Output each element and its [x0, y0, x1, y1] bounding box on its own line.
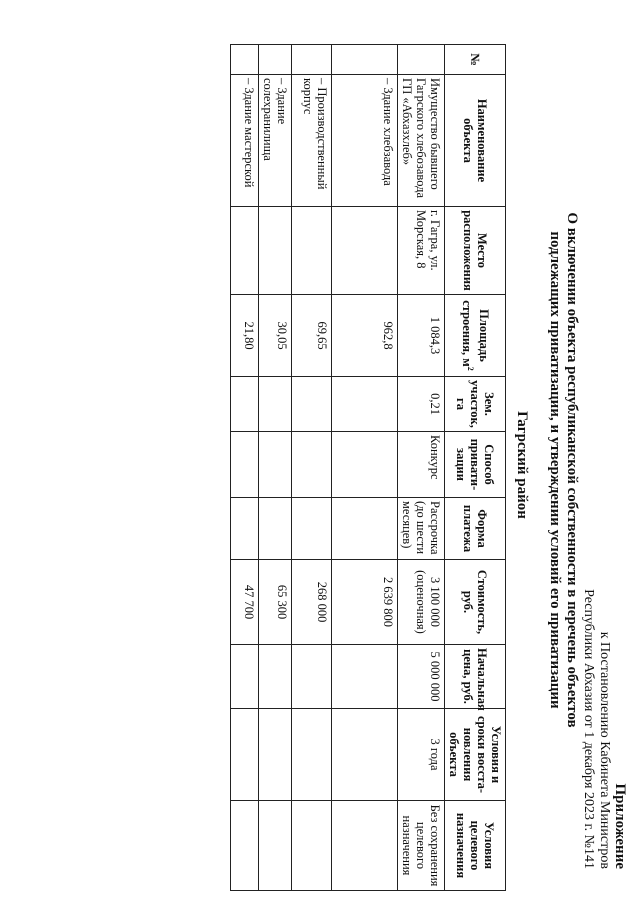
cell-num	[332, 45, 398, 75]
header-cost: Стоимость, руб.	[445, 560, 506, 645]
cell-land	[231, 377, 259, 432]
header-area	[445, 295, 506, 377]
cell-num	[398, 45, 445, 75]
cell-cost: 47 700	[231, 560, 259, 645]
cell-location: г. Гагра, ул. Морская, 8	[398, 207, 445, 295]
cell-name: – Здание хлебзавода	[332, 75, 398, 207]
cell-payment	[292, 498, 332, 560]
header-area-text: Площадь строения, м	[459, 300, 491, 367]
cell-name: – Здание мастерской	[231, 75, 259, 207]
cell-payment	[259, 498, 292, 560]
table-row	[259, 45, 292, 891]
cell-location	[332, 207, 398, 295]
header-method: Способ привати-зации	[445, 432, 506, 498]
header-restore: Условия и сроки восста-новления объекта	[445, 709, 506, 801]
cell-num	[259, 45, 292, 75]
appendix-line2: Республики Абхазия от 1 декабря 2023 г. №141	[581, 589, 596, 869]
header-purpose: Условия целевого назначения	[445, 801, 506, 891]
cell-land	[292, 377, 332, 432]
cell-purpose	[259, 801, 292, 891]
privatization-table	[230, 44, 506, 891]
cell-start-price: 5 000 000	[398, 645, 445, 709]
header-start-price: Начальная цена, руб.	[445, 645, 506, 709]
cell-payment	[332, 498, 398, 560]
cell-payment	[231, 498, 259, 560]
header-area-sup: 2	[465, 366, 475, 371]
cell-purpose	[332, 801, 398, 891]
cell-land: 0,21	[398, 377, 445, 432]
cell-start-price	[292, 645, 332, 709]
appendix-block	[580, 589, 628, 869]
cell-purpose	[231, 801, 259, 891]
cell-restore	[292, 709, 332, 801]
cell-location	[292, 207, 332, 295]
cell-purpose: Без сохранения целевого назначения	[398, 801, 445, 891]
header-name: Наименование объекта	[445, 75, 506, 207]
cell-area: 30,05	[259, 295, 292, 377]
header-row	[445, 45, 506, 891]
cell-purpose	[292, 801, 332, 891]
cell-name: Имущество бывшего Гагрского хлебозавода ГП «Абхазхлеб»	[398, 75, 445, 207]
header-land: Зем. участок, га	[445, 377, 506, 432]
cell-cost: 2 639 800	[332, 560, 398, 645]
cell-area: 1 084,3	[398, 295, 445, 377]
table-row	[398, 45, 445, 891]
cell-cost: 65 300	[259, 560, 292, 645]
table-row	[292, 45, 332, 891]
cell-method	[292, 432, 332, 498]
cell-land	[332, 377, 398, 432]
cell-start-price	[231, 645, 259, 709]
cell-name: – Производственный корпус	[292, 75, 332, 207]
cell-restore: 3 года	[398, 709, 445, 801]
cell-num	[231, 45, 259, 75]
cell-restore	[231, 709, 259, 801]
header-location: Место расположения	[445, 207, 506, 295]
header-payment: Форма платежа	[445, 498, 506, 560]
cell-method	[259, 432, 292, 498]
title-line2: подлежащих приватизации, и утверждении условий его приватизации	[547, 231, 563, 709]
cell-method	[231, 432, 259, 498]
title-line1: О включении объекта республиканской собственности в перечень объектов	[564, 212, 580, 728]
cell-num	[292, 45, 332, 75]
cell-location	[259, 207, 292, 295]
cell-area: 69,65	[292, 295, 332, 377]
table-row	[332, 45, 398, 891]
cell-start-price	[332, 645, 398, 709]
table-row	[231, 45, 259, 891]
cell-restore	[259, 709, 292, 801]
district-heading: Гагрский район	[514, 411, 530, 519]
cell-name: – Здание солехранилища	[259, 75, 292, 207]
cell-area: 962,8	[332, 295, 398, 377]
cell-cost: 3 100 000 (оценочная)	[398, 560, 445, 645]
cell-payment: Рассрочка (до шести месяцев)	[398, 498, 445, 560]
cell-method: Конкурс	[398, 432, 445, 498]
appendix-line1: к Постановлению Кабинета Министров	[597, 631, 612, 869]
cell-location	[231, 207, 259, 295]
cell-area: 21,80	[231, 295, 259, 377]
cell-land	[259, 377, 292, 432]
cell-cost: 268 000	[292, 560, 332, 645]
cell-restore	[332, 709, 398, 801]
cell-start-price	[259, 645, 292, 709]
document-title	[546, 100, 580, 840]
cell-method	[332, 432, 398, 498]
appendix-title: Приложение	[612, 783, 628, 869]
header-num: №	[445, 45, 506, 75]
